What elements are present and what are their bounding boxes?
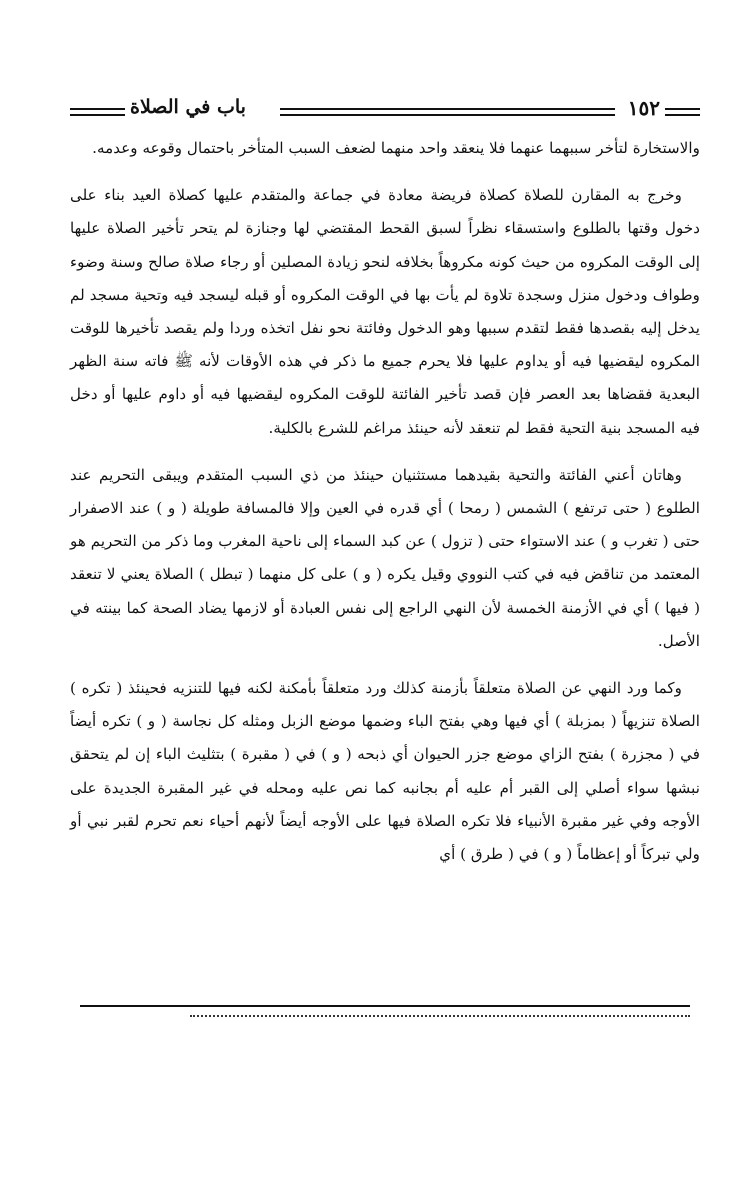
footnote-separator <box>80 1005 690 1007</box>
paragraph-2: وخرج به المقارن للصلاة كصلاة فريضة معادة في جماعة والمتقدم عليها كصلاة العيد بناء على دخول وقتها بالطلوع واستسقاء نظراً لسبق القحط المقتضي لها وجنازة لم يتحر تأخير الصلاة عليها إلى الوقت المكروه من حيث كونه مكروهاً بخلافه لنحو زيادة المصلين أو رجاء صلاة صالح وسنة وضوء وطواف ودخول منزل وسجدة تلاوة لم يأت بها في الوقت المكروه أو قبله ليسجد فيه وتحية مسجد لم يدخل إليه بقصدها فقط لتقدم سببها وهو الدخول وفائتة نحو نفل اتخذه وردا ولم يقصد تأخيرها للوقت المكروه ليقضيها فيه أو يداوم عليها فلا يحرم جميع ما ذكر في هذه الأوقات لأنه ﷺ فاته سنة الظهر البعدية فقضاها بعد العصر فإن قصد تأخير الفائتة للوقت المكروه ليقضيها فيه أو داوم عليها أو دخل فيه المسجد بنية التحية فقط لم تنعقد لأنه حينئذ مراغم للشرع بالكلية. <box>70 186 700 437</box>
header-rule-left <box>70 108 125 116</box>
page-body <box>70 132 700 885</box>
paragraph-4: وكما ورد النهي عن الصلاة متعلقاً بأزمنة كذلك ورد متعلقاً بأمكنة لكنه فيها للتنزيه فحينئذ ( تكره ) الصلاة تنزيهاً ( بمزبلة ) أي فيها وهي بفتح الباء وضمها موضع الزبل ومثله كل نجاسة ( و ) تكره أيضاً في ( مجزرة ) بفتح الزاي موضع جزر الحيوان أي ذبحه ( و ) في ( مقبرة ) بتثليث الباء إن لم يتحقق نبشها سواء أصلي إلى القبر أم عليه أم بجانبه كما نص عليه ومحله في غير المقبرة الجديدة على الأوجه وفي غير مقبرة الأنبياء فلا تكره الصلاة فيها على الأوجه أيضاً لأنهم أحياء نعم تحرم لقبر نبي أو ولي تبركاً أو إعظاماً ( و ) في ( طرق ) أي <box>70 679 700 864</box>
paragraph-1: والاستخارة لتأخر سببهما عنهما فلا ينعقد واحد منهما لضعف السبب المتأخر باحتمال وقوعه وعدمه. <box>92 139 700 157</box>
page-header <box>70 90 700 130</box>
header-rule-right <box>665 108 700 116</box>
running-title: باب في الصلاة <box>130 96 246 118</box>
footnote-dotted-line <box>190 1015 690 1017</box>
header-rule-middle <box>280 108 615 116</box>
page-number: ١٥٢ <box>627 96 660 120</box>
paragraph-3: وهاتان أعني الفائتة والتحية بقيدهما مستثنيان حينئذ من ذي السبب المتقدم ويبقى التحريم عند الطلوع ( حتى ترتفع ) الشمس ( رمحا ) أي قدره في العين وإلا فالمسافة طويلة ( و ) عند الاصفرار حتى ( تغرب و ) عند الاستواء حتى ( تزول ) عن كبد السماء إلى ناحية المغرب وما ذكر من التحريم هو المعتمد من تناقض فيه في كتب النووي وقيل يكره ( و ) على كل منهما ( تبطل ) الصلاة يعني لا تنعقد ( فيها ) أي في الأزمنة الخمسة لأن النهي الراجع إلى نفس العبادة أو لازمها يضاد الصحة كما بينته في الأصل. <box>70 465 700 650</box>
book-page <box>70 90 700 1150</box>
